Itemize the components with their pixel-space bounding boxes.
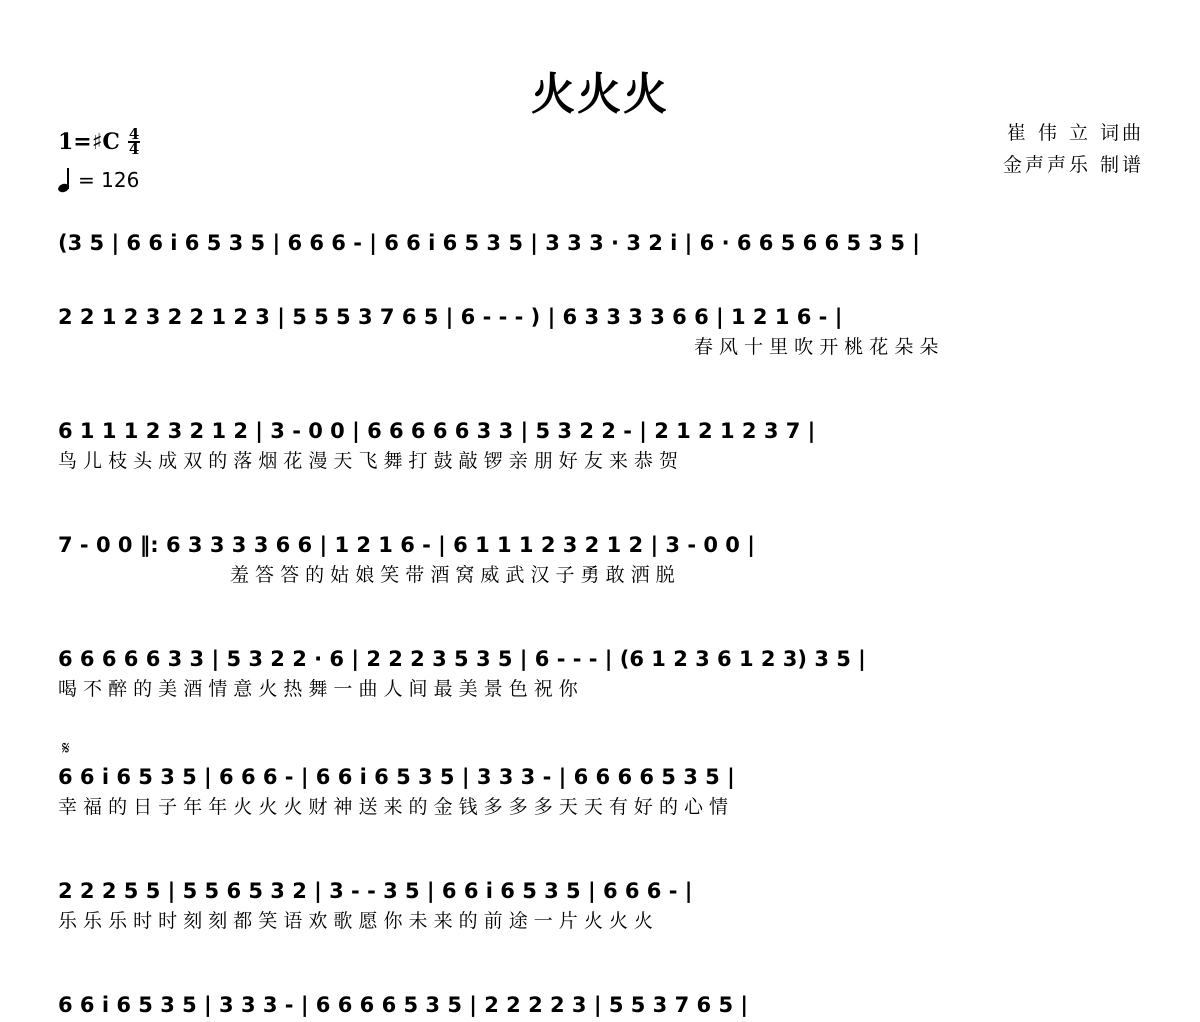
key-tonic: 1=♯C <box>58 129 120 155</box>
lyric-line: 羞 答 答 的 姑 娘 笑 带 酒 窝 威 武 汉 子 勇 敢 洒 脱 <box>230 564 675 586</box>
score-system-4 <box>58 528 1144 588</box>
time-signature-top: 4 <box>128 125 140 143</box>
notation-text: 6 6 i 6 5 3 5 | 3 3 3 - | 6 6 6 6 5 3 5 | 2 2 2 2 3 | 5 5 3 7 6 5 | <box>58 993 749 1017</box>
lyric-line: 春 风 十 里 吹 开 桃 花 朵 朵 <box>694 336 939 358</box>
notation-line <box>58 226 1144 260</box>
lyric-line: 乐 乐 乐 时 时 刻 刻 都 笑 语 欢 歌 愿 你 未 来 的 前 途 一 片 火 火 火 <box>58 910 653 932</box>
notation-line <box>58 414 1144 448</box>
score-system-3 <box>58 414 1144 474</box>
segno-sign: 𝄋 <box>62 738 70 759</box>
notation-line <box>58 988 1144 1022</box>
lyric-line: 幸 福 的 日 子 年 年 火 火 火 财 神 送 来 的 金 钱 多 多 多 天 天 有 好 的 心 情 <box>58 796 729 818</box>
notation-line <box>58 760 1144 794</box>
lyricist-composer-credit: 崔 伟 立 词曲 <box>1006 122 1144 144</box>
notation-line <box>58 528 1144 562</box>
notation-line <box>58 300 1144 334</box>
tempo-marking <box>58 168 139 192</box>
score-system-6 <box>58 760 1144 820</box>
score-system-5 <box>58 642 1144 702</box>
notation-text: 2 2 2 5 5 | 5 5 6 5 3 2 | 3 - - 3 5 | 6 6 i 6 5 3 5 | 6 6 6 - | <box>58 879 693 903</box>
quarter-note-icon <box>58 168 72 192</box>
tempo-value: = 126 <box>78 168 140 192</box>
score-system-7 <box>58 874 1144 934</box>
lyric-line: 喝 不 醉 的 美 酒 情 意 火 热 舞 一 曲 人 间 最 美 景 色 祝 你 <box>58 678 578 700</box>
notation-line <box>58 874 1144 908</box>
key-signature <box>58 125 140 158</box>
notation-text: 2 2 1 2 3 2 2 1 2 3 | 5 5 5 3 7 6 5 | 6 - - - ) | 6 3 3 3 3 6 6 | 1 2 1 6 - | <box>58 305 843 329</box>
notation-text: 6 6 i 6 5 3 5 | 6 6 6 - | 6 6 i 6 5 3 5 | 3 3 3 - | 6 6 6 6 5 3 5 | <box>58 765 735 789</box>
notation-text: 7 - 0 0 ‖: 6 3 3 3 3 6 6 | 1 2 1 6 - | 6 1 1 1 2 3 2 1 2 | 3 - 0 0 | <box>58 533 755 557</box>
time-signature <box>128 125 140 158</box>
notation-text: (3 5 | 6 6 i 6 5 3 5 | 6 6 6 - | 6 6 i 6 5 3 5 | 3 3 3 · 3 2 i | 6 · 6 6 5 6 6 5 3 5 | <box>58 231 920 255</box>
time-signature-bottom: 4 <box>128 140 140 158</box>
score-system-8 <box>58 988 1144 1022</box>
notation-text: 6 1 1 1 2 3 2 1 2 | 3 - 0 0 | 6 6 6 6 6 3 3 | 5 3 2 2 - | 2 1 2 1 2 3 7 | <box>58 419 816 443</box>
score-system-1 <box>58 226 1144 286</box>
engraver-credit: 金声声乐 制谱 <box>1002 154 1144 176</box>
song-title: 火火火 <box>531 69 669 120</box>
notation-text: 6 6 6 6 6 3 3 | 5 3 2 2 · 6 | 2 2 2 3 5 3 5 | 6 - - - | (6 1 2 3 6 1 2 3) 3 5 | <box>58 647 866 671</box>
notation-line <box>58 642 1144 676</box>
score-system-2 <box>58 300 1144 360</box>
lyric-line: 鸟 儿 枝 头 成 双 的 落 烟 花 漫 天 飞 舞 打 鼓 敲 锣 亲 朋 好 友 来 恭 贺 <box>58 450 678 472</box>
lyric-line <box>58 260 1144 286</box>
